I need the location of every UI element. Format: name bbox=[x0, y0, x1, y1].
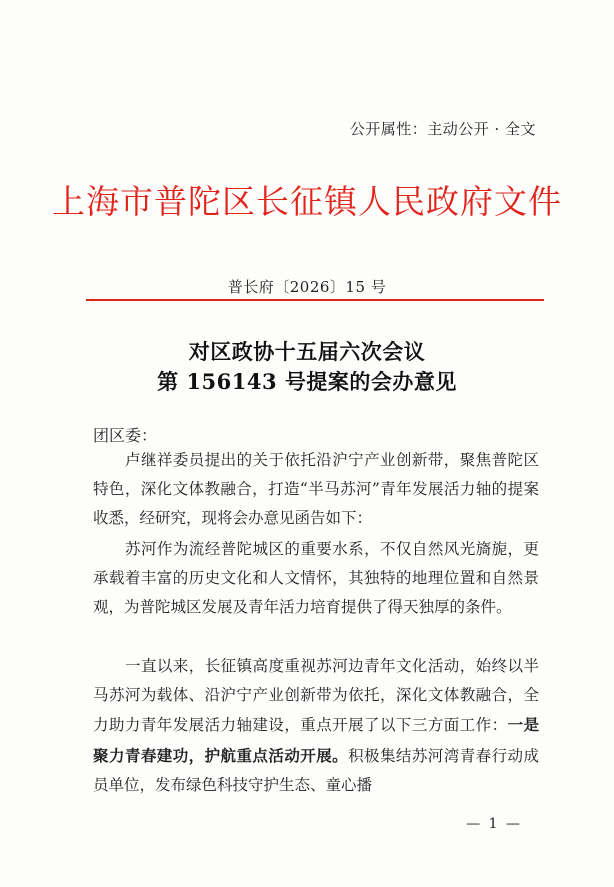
paragraph-2: 苏河作为流经普陀城区的重要水系，不仅自然风光旖旎，更承载着丰富的历史文化和人文情怀，其独特的地理位置和自然景观，为普陀城区发展及青年活力培育提供了得天独厚的条件。 bbox=[93, 540, 539, 617]
salutation: 团区委： bbox=[93, 426, 158, 445]
paragraph-1: 卢继祥委员提出的关于依托沿沪宁产业创新带，聚焦普陀区特色，深化文体教融合，打造“半马苏河”青年发展活力轴的提案收悉，经研究，现将会办意见函告如下： bbox=[93, 451, 539, 528]
paragraph-3 bbox=[93, 652, 539, 800]
disclosure-attribute: 公开属性：主动公开 · 全文 bbox=[349, 120, 536, 138]
document-title-line-1: 对区政协十五届六次会议 bbox=[188, 339, 426, 364]
document-number: 普长府〔2026〕15 号 bbox=[227, 278, 387, 296]
paragraph-3-text-b: 积极集结苏河湾青春行动成员单位，发布绿色科技守护生态、童心播 bbox=[93, 746, 539, 794]
paragraph-3-text-a: 一直以来，长征镇高度重视苏河边青年文化活动，始终以半马苏河为载体、沿沪宁产业创新带为依托，深化文体教融合，全力助力青年发展活力轴建设，重点开展了以下三方面工作： bbox=[93, 657, 539, 735]
issuer-title: 上海市普陀区长征镇人民政府文件 bbox=[52, 182, 562, 221]
paragraph-3-bold-heading: 一是聚力青春建功，护航重点活动开展。 bbox=[93, 715, 539, 765]
document-title-line-2: 第 156143 号提案的会办意见 bbox=[157, 369, 457, 394]
red-separator-line bbox=[86, 299, 544, 301]
page-number: — 1 — bbox=[466, 816, 522, 832]
